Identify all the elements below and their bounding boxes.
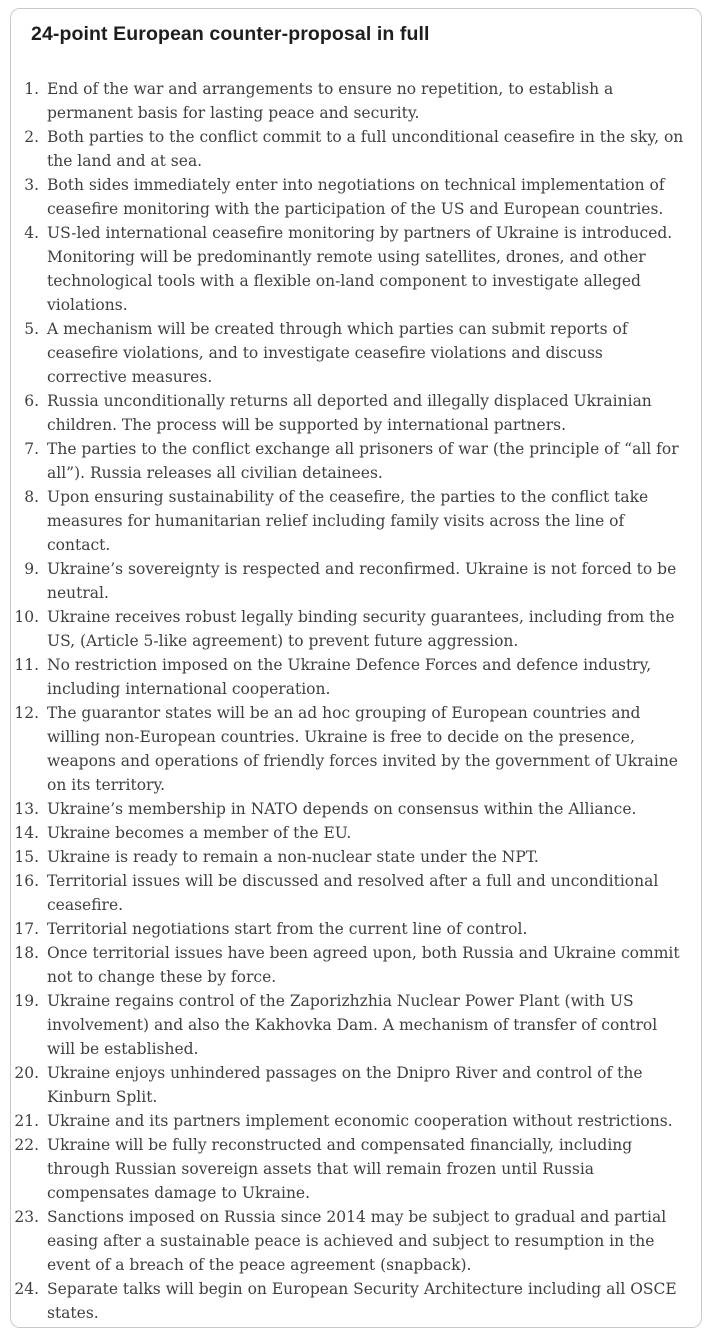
list-item: The parties to the conflict exchange all prisoners of war (the principle of “all for all”). Russia releases all civilian detainees. bbox=[47, 440, 679, 482]
list-item: Ukraine and its partners implement economic cooperation without restrictions. bbox=[47, 1112, 673, 1130]
list-item: Territorial negotiations start from the current line of control. bbox=[47, 920, 528, 938]
list-item: Both sides immediately enter into negotiations on technical implementation of ceasefire monitoring with the participation of the US and European countries. bbox=[47, 176, 665, 218]
list-item: End of the war and arrangements to ensure no repetition, to establish a permanent basis for lasting peace and security. bbox=[47, 80, 614, 122]
list-item: No restriction imposed on the Ukraine Defence Forces and defence industry, including international cooperation. bbox=[47, 656, 652, 698]
list-item: Separate talks will begin on European Security Architecture including all OSCE states. bbox=[47, 1280, 677, 1322]
list-item: Ukraine becomes a member of the EU. bbox=[47, 824, 352, 842]
card-title: 24-point European counter-proposal in full bbox=[31, 23, 430, 45]
list-item: The guarantor states will be an ad hoc grouping of European countries and willing non-European countries. Ukraine is free to decide on the presence, weapons and operations of friendly forces invited by the government of Ukraine on its territory. bbox=[47, 704, 678, 794]
list-item: Sanctions imposed on Russia since 2014 may be subject to gradual and partial easing after a sustainable peace is achieved and subject to resumption in the event of a breach of the peace agreement (snapback). bbox=[47, 1208, 667, 1274]
list-item: Territorial issues will be discussed and resolved after a full and unconditional ceasefire. bbox=[47, 872, 659, 914]
list-item: Ukraine regains control of the Zaporizhzhia Nuclear Power Plant (with US involvement) and also the Kakhovka Dam. A mechanism of transfer of control will be established. bbox=[47, 992, 658, 1058]
list-item: Ukraine will be fully reconstructed and compensated financially, including through Russian sovereign assets that will remain frozen until Russia compensates damage to Ukraine. bbox=[47, 1136, 633, 1202]
list-item: Ukraine receives robust legally binding security guarantees, including from the US, (Article 5-like agreement) to prevent future aggression. bbox=[47, 608, 675, 650]
list-item: US-led international ceasefire monitoring by partners of Ukraine is introduced. Monitoring will be predominantly remote using satellites, drones, and other technological tools with a flexible on-land component to investigate alleged violations. bbox=[47, 224, 673, 314]
list-item: Once territorial issues have been agreed upon, both Russia and Ukraine commit not to change these by force. bbox=[47, 944, 680, 986]
list-item: Upon ensuring sustainability of the ceasefire, the parties to the conflict take measures for humanitarian relief including family visits across the line of contact. bbox=[47, 488, 649, 554]
list-item: Ukraine is ready to remain a non-nuclear state under the NPT. bbox=[47, 848, 539, 866]
list-item: Ukraine’s sovereignty is respected and reconfirmed. Ukraine is not forced to be neutral. bbox=[47, 560, 677, 602]
proposal-list bbox=[31, 77, 687, 1325]
list-item: Ukraine enjoys unhindered passages on the Dnipro River and control of the Kinburn Split. bbox=[47, 1064, 643, 1106]
list-item: Russia unconditionally returns all deported and illegally displaced Ukrainian children. The process will be supported by international partners. bbox=[47, 392, 652, 434]
list-item: A mechanism will be created through which parties can submit reports of ceasefire violations, and to investigate ceasefire violations and discuss corrective measures. bbox=[47, 320, 628, 386]
list-item: Both parties to the conflict commit to a full unconditional ceasefire in the sky, on the land and at sea. bbox=[47, 128, 684, 170]
proposal-card bbox=[10, 8, 702, 1328]
list-item: Ukraine’s membership in NATO depends on consensus within the Alliance. bbox=[47, 800, 637, 818]
